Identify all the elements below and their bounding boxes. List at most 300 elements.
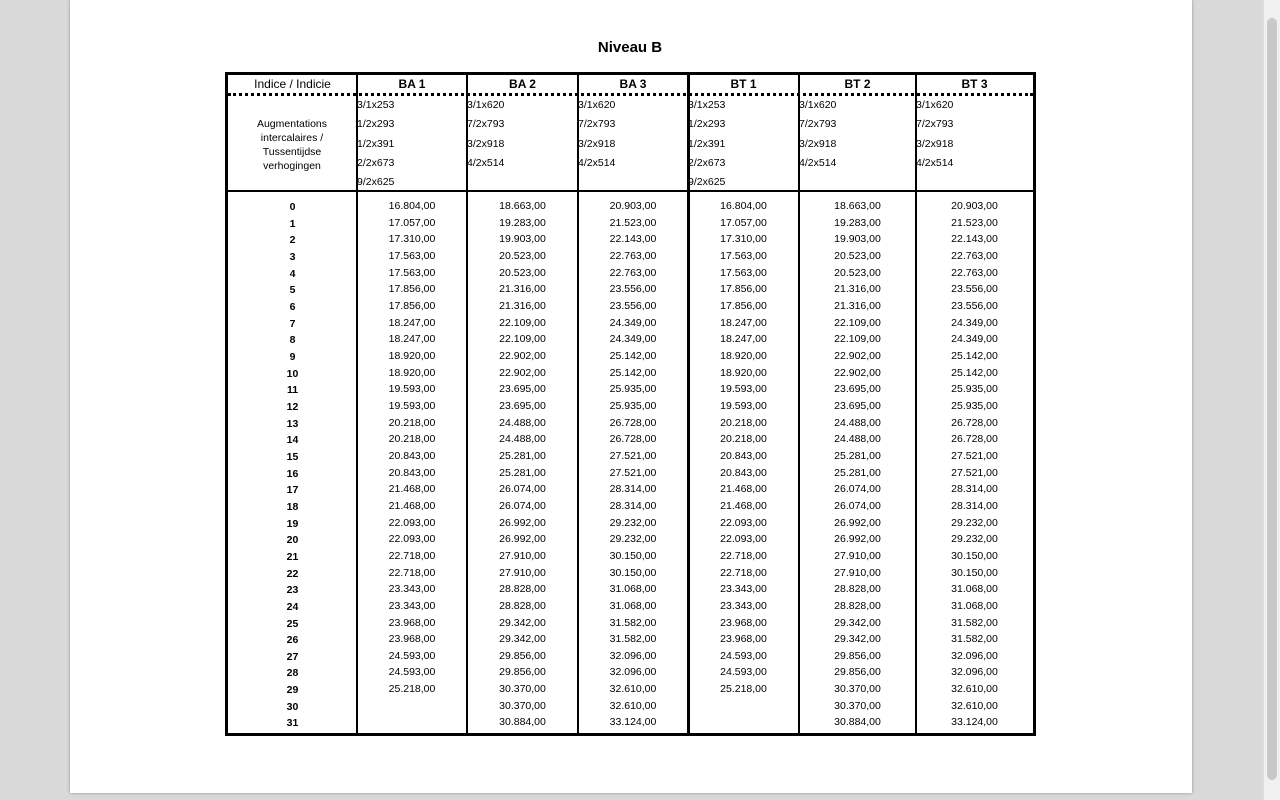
salary-cell: 29.342,00: [834, 616, 881, 629]
augmentation-row: [916, 157, 1033, 169]
salary-cell: 30.370,00: [499, 683, 546, 696]
augmentation-times: x: [813, 156, 819, 169]
augmentation-fraction: 3/1: [916, 99, 931, 111]
salary-cell: 21.316,00: [499, 283, 546, 296]
salary-cell: 21.523,00: [951, 216, 998, 229]
salary-cell: 20.903,00: [609, 200, 657, 212]
augmentation-times: x: [592, 156, 598, 169]
salary-cell: 33.124,00: [609, 716, 657, 729]
header-ba-2: BA 2: [509, 77, 536, 91]
salary-cell: 26.074,00: [834, 483, 881, 496]
header-ba-3: BA 3: [619, 77, 647, 91]
index-cell: 19: [286, 517, 299, 530]
salary-cell: 22.718,00: [388, 549, 436, 562]
salary-cell: 24.488,00: [499, 416, 546, 429]
header-index: Indice / Indicie: [254, 77, 331, 91]
salary-cell: 20.218,00: [388, 433, 436, 446]
augmentation-row: [799, 157, 916, 169]
salary-cell: 18.920,00: [388, 366, 436, 379]
salary-cell: 22.093,00: [720, 516, 767, 529]
augmentation-amount: 620: [597, 99, 616, 111]
salary-cell: 25.935,00: [609, 399, 657, 412]
augmentation-row: [467, 118, 578, 130]
augmentation-times: x: [813, 118, 819, 131]
augmentation-fraction: 3/1: [578, 99, 593, 111]
augmentation-amount: 293: [707, 118, 726, 131]
augmentation-fraction: 9/2: [688, 176, 703, 189]
salary-cell: 23.343,00: [388, 599, 436, 612]
salary-cell: 24.488,00: [834, 416, 881, 429]
index-cell: 28: [286, 667, 299, 680]
augmentation-amount: 793: [486, 118, 505, 131]
augmentation-times: x: [702, 137, 708, 150]
index-cell: 16: [286, 467, 299, 480]
salary-cell: 22.902,00: [499, 366, 546, 379]
salary-cell: 24.593,00: [388, 649, 436, 662]
salary-cell: 32.610,00: [609, 683, 657, 696]
index-cell: 13: [286, 417, 299, 430]
salary-cell: 25.281,00: [834, 449, 881, 462]
augmentation-fraction: 7/2: [916, 118, 931, 131]
augmentation-fraction: 9/2: [357, 176, 372, 189]
salary-cell: 18.663,00: [834, 200, 881, 212]
augmentation-times: x: [702, 118, 708, 131]
augmentation-row: [578, 99, 688, 111]
augmentation-times: x: [930, 118, 936, 131]
salary-cell: 26.728,00: [951, 416, 998, 429]
augmentation-times: x: [592, 99, 598, 111]
salary-cell: 30.150,00: [951, 549, 998, 562]
augmentation-times: x: [930, 156, 936, 169]
index-cell: 15: [286, 450, 299, 463]
salary-cell: 24.349,00: [609, 316, 657, 329]
salary-cell: 20.218,00: [720, 433, 767, 446]
salary-cell: 33.124,00: [951, 716, 998, 729]
scrollbar-thumb[interactable]: [1267, 18, 1277, 780]
salary-cell: 30.370,00: [499, 699, 546, 712]
salary-cell: 29.342,00: [499, 633, 546, 646]
salary-cell: 26.074,00: [499, 483, 546, 496]
salary-cell: 30.884,00: [499, 716, 546, 729]
salary-cell: 31.582,00: [609, 633, 657, 646]
augmentation-fraction: 3/1: [688, 99, 703, 111]
salary-cell: 27.521,00: [951, 449, 998, 462]
salary-cell: 27.521,00: [609, 449, 657, 462]
salary-cell: 22.763,00: [609, 249, 657, 262]
salary-cell: 18.247,00: [720, 316, 767, 329]
salary-cell: 22.902,00: [834, 366, 881, 379]
augmentation-fraction: 4/2: [578, 156, 593, 169]
salary-cell: 23.343,00: [720, 583, 767, 596]
augmentation-amount: 514: [486, 156, 505, 169]
salary-cell: 25.218,00: [720, 683, 767, 696]
augmentation-amount: 514: [818, 156, 837, 169]
salary-cell: 30.150,00: [951, 566, 998, 579]
augmentation-amount: 253: [707, 99, 726, 111]
salary-cell: 23.695,00: [834, 399, 881, 412]
salary-cell: 24.349,00: [951, 333, 998, 346]
augmentation-fraction: 7/2: [467, 118, 482, 131]
salary-cell: 25.281,00: [834, 466, 881, 479]
salary-cell: 24.488,00: [834, 433, 881, 446]
index-cell: 30: [286, 700, 299, 713]
augmentation-amount: 620: [486, 99, 505, 111]
augmentation-times: x: [481, 137, 487, 150]
salary-cell: 26.992,00: [499, 516, 546, 529]
augmentation-row: [357, 176, 467, 188]
salary-cell: 31.068,00: [951, 599, 998, 612]
augmentation-amount: 793: [935, 118, 954, 131]
salary-cell: [357, 699, 467, 713]
salary-cell: 19.903,00: [499, 233, 546, 246]
salary-cell: 26.074,00: [834, 499, 881, 512]
salary-cell: [357, 715, 467, 729]
salary-cell: 22.093,00: [720, 533, 767, 546]
salary-cell: 29.232,00: [951, 516, 998, 529]
augmentation-times: x: [592, 118, 598, 131]
salary-cell: 24.593,00: [720, 649, 767, 662]
salary-cell: 21.468,00: [388, 483, 436, 496]
augmentation-times: x: [371, 156, 377, 169]
augmentation-times: x: [481, 156, 487, 169]
header-bt-1: BT 1: [730, 77, 757, 91]
salary-table: [225, 72, 1036, 736]
salary-cell: 29.856,00: [499, 649, 546, 662]
salary-cell: 27.521,00: [951, 466, 998, 479]
index-cell: 9: [289, 350, 296, 363]
augmentation-times: x: [481, 118, 487, 131]
salary-cell: 21.316,00: [834, 283, 881, 296]
salary-cell: 28.314,00: [609, 499, 657, 512]
salary-cell: 26.992,00: [499, 533, 546, 546]
salary-cell: 27.521,00: [609, 466, 657, 479]
augmentation-amount: 391: [707, 137, 726, 150]
augmentation-times: x: [371, 176, 377, 189]
salary-cell: 17.856,00: [720, 299, 767, 312]
index-cell: 18: [286, 500, 299, 513]
augmentation-fraction: 7/2: [578, 118, 593, 131]
index-cell: 8: [289, 334, 296, 347]
augmentation-fraction: 4/2: [467, 156, 482, 169]
augmentation-times: x: [371, 137, 377, 150]
augmentation-row: [467, 138, 578, 150]
salary-cell: 23.556,00: [609, 283, 657, 296]
salary-cell: 29.342,00: [499, 616, 546, 629]
salary-cell: 19.593,00: [388, 383, 436, 396]
augmentation-times: x: [702, 99, 708, 111]
salary-cell: 17.856,00: [388, 283, 436, 296]
augmentation-amount: 620: [818, 99, 837, 111]
salary-cell: 25.142,00: [951, 366, 998, 379]
augmentation-amount: 793: [818, 118, 837, 131]
salary-cell: 29.232,00: [609, 533, 657, 546]
augmentation-row: [578, 138, 688, 150]
salary-cell: 20.523,00: [499, 266, 546, 279]
salary-cell: 19.593,00: [388, 399, 436, 412]
salary-cell: 29.856,00: [499, 666, 546, 679]
index-cell: 31: [286, 717, 299, 730]
augmentation-amount: 514: [597, 156, 616, 169]
salary-cell: 22.109,00: [834, 316, 881, 329]
salary-cell: 22.718,00: [720, 566, 767, 579]
salary-cell: 29.232,00: [951, 533, 998, 546]
augmentation-fraction: 3/2: [467, 137, 482, 150]
salary-cell: 22.109,00: [499, 333, 546, 346]
salary-cell: 23.968,00: [720, 616, 767, 629]
salary-cell: 20.843,00: [388, 466, 436, 479]
salary-cell: [688, 715, 799, 729]
salary-cell: 29.342,00: [834, 633, 881, 646]
salary-cell: 26.728,00: [951, 433, 998, 446]
salary-cell: 28.828,00: [499, 599, 546, 612]
augmentation-row: [467, 99, 578, 111]
salary-cell: 23.968,00: [388, 633, 436, 646]
salary-cell: 17.563,00: [720, 249, 767, 262]
salary-cell: 22.093,00: [388, 516, 436, 529]
salary-cell: 20.843,00: [720, 449, 767, 462]
augmentation-amount: 620: [935, 99, 954, 111]
salary-cell: 19.593,00: [720, 383, 767, 396]
augmentations-label-line: verhogingen: [263, 160, 321, 172]
salary-cell: 25.935,00: [951, 383, 998, 396]
augmentation-amount: 625: [376, 176, 395, 189]
salary-cell: 25.218,00: [388, 683, 436, 696]
salary-cell: 31.068,00: [609, 583, 657, 596]
augmentation-row: [688, 176, 799, 188]
augmentation-row: [799, 138, 916, 150]
augmentation-row: [688, 118, 799, 130]
salary-cell: 16.804,00: [720, 200, 767, 212]
index-cell: 26: [286, 634, 299, 647]
salary-cell: 30.370,00: [834, 699, 881, 712]
header-bt-2: BT 2: [844, 77, 871, 91]
salary-cell: 30.884,00: [834, 716, 881, 729]
salary-cell: 19.593,00: [720, 399, 767, 412]
index-cell: 14: [286, 434, 299, 447]
augmentation-times: x: [481, 99, 487, 111]
header-separator: [228, 93, 1033, 96]
salary-cell: 20.523,00: [499, 249, 546, 262]
augmentation-row: [467, 157, 578, 169]
augmentations-label-line: intercalaires /: [260, 132, 324, 144]
augmentation-times: x: [592, 137, 598, 150]
salary-cell: 19.903,00: [834, 233, 881, 246]
augmentation-row: [799, 118, 916, 130]
salary-cell: 25.142,00: [951, 349, 998, 362]
salary-cell: 27.910,00: [834, 566, 881, 579]
salary-cell: 24.593,00: [388, 666, 436, 679]
salary-cell: 22.763,00: [609, 266, 657, 279]
index-cell: 11: [286, 384, 299, 397]
salary-cell: 16.804,00: [388, 200, 436, 212]
augmentation-row: [916, 99, 1033, 111]
salary-cell: 25.142,00: [609, 349, 657, 362]
salary-cell: 27.910,00: [499, 549, 546, 562]
salary-cell: 32.096,00: [609, 666, 657, 679]
salary-cell: 32.096,00: [951, 666, 998, 679]
augmentation-times: x: [930, 99, 936, 111]
augmentation-row: [916, 118, 1033, 130]
salary-cell: 17.057,00: [388, 216, 436, 229]
index-cell: 21: [286, 550, 299, 563]
salary-cell: 26.728,00: [609, 433, 657, 446]
salary-cell: 23.695,00: [499, 383, 546, 396]
salary-cell: 23.343,00: [720, 599, 767, 612]
augmentation-amount: 673: [376, 156, 395, 169]
salary-cell: 21.468,00: [720, 483, 767, 496]
salary-cell: 24.349,00: [951, 316, 998, 329]
index-cell: 25: [286, 617, 299, 630]
augmentation-times: x: [813, 99, 819, 111]
salary-cell: 31.068,00: [609, 599, 657, 612]
salary-cell: 28.314,00: [951, 499, 998, 512]
salary-cell: 20.218,00: [720, 416, 767, 429]
augmentation-row: [578, 118, 688, 130]
salary-cell: 22.143,00: [951, 233, 998, 246]
augmentation-row: [357, 138, 467, 150]
index-cell: 4: [289, 267, 296, 280]
salary-cell: 23.968,00: [388, 616, 436, 629]
augmentation-times: x: [371, 118, 377, 131]
augmentation-row: [799, 99, 916, 111]
salary-cell: 26.992,00: [834, 533, 881, 546]
augmentation-row: [357, 99, 467, 111]
salary-cell: 26.728,00: [609, 416, 657, 429]
augmentation-fraction: 3/1: [467, 99, 482, 111]
index-cell: 1: [289, 217, 296, 230]
index-cell: 3: [289, 250, 296, 263]
augmentation-amount: 514: [935, 156, 954, 169]
augmentation-row: [357, 118, 467, 130]
augmentation-row: [688, 157, 799, 169]
index-cell: 7: [289, 317, 296, 330]
augmentation-amount: 793: [597, 118, 616, 131]
salary-cell: 18.247,00: [720, 333, 767, 346]
index-cell: 22: [286, 567, 299, 580]
salary-cell: 20.523,00: [834, 249, 881, 262]
salary-cell: 29.856,00: [834, 649, 881, 662]
salary-cell: 23.556,00: [951, 283, 998, 296]
salary-cell: 17.310,00: [720, 233, 767, 246]
index-cell: 10: [286, 367, 299, 380]
salary-cell: 21.468,00: [388, 499, 436, 512]
augmentation-times: x: [813, 137, 819, 150]
index-cell: 23: [286, 584, 299, 597]
salary-cell: 17.310,00: [388, 233, 436, 246]
salary-cell: 23.556,00: [951, 299, 998, 312]
salary-cell: 21.468,00: [720, 499, 767, 512]
salary-cell: 17.563,00: [720, 266, 767, 279]
salary-cell: 27.910,00: [834, 549, 881, 562]
augmentation-fraction: 2/2: [357, 156, 372, 169]
salary-cell: [688, 699, 799, 713]
salary-cell: 22.902,00: [834, 349, 881, 362]
salary-cell: 22.109,00: [499, 316, 546, 329]
salary-cell: 26.992,00: [834, 516, 881, 529]
augmentation-times: x: [930, 137, 936, 150]
salary-cell: 30.370,00: [834, 683, 881, 696]
salary-cell: 31.582,00: [609, 616, 657, 629]
augmentation-row: [357, 157, 467, 169]
salary-cell: 22.763,00: [951, 249, 998, 262]
salary-cell: 21.316,00: [499, 299, 546, 312]
augmentation-row: [688, 99, 799, 111]
index-cell: 27: [286, 650, 299, 663]
index-cell: 0: [289, 201, 296, 213]
salary-cell: 31.582,00: [951, 633, 998, 646]
augmentation-fraction: 3/2: [916, 137, 931, 150]
augmentation-times: x: [371, 99, 377, 111]
augmentation-fraction: 3/1: [357, 99, 372, 111]
augmentation-fraction: 1/2: [688, 137, 703, 150]
salary-cell: 18.247,00: [388, 333, 436, 346]
augmentation-fraction: 4/2: [916, 156, 931, 169]
salary-cell: 32.610,00: [951, 683, 998, 696]
augmentation-fraction: 2/2: [688, 156, 703, 169]
augmentation-fraction: 4/2: [799, 156, 814, 169]
salary-cell: 20.218,00: [388, 416, 436, 429]
vertical-scrollbar[interactable]: [1263, 0, 1280, 800]
salary-cell: 18.920,00: [720, 349, 767, 362]
augmentation-row: [916, 138, 1033, 150]
augmentation-fraction: 1/2: [688, 118, 703, 131]
salary-cell: 25.935,00: [609, 383, 657, 396]
salary-cell: 25.935,00: [951, 399, 998, 412]
salary-cell: 22.718,00: [388, 566, 436, 579]
augmentation-amount: 918: [486, 137, 505, 150]
augmentation-row: [688, 138, 799, 150]
salary-cell: 20.903,00: [951, 200, 998, 212]
salary-cell: 20.843,00: [720, 466, 767, 479]
augmentation-fraction: 7/2: [799, 118, 814, 131]
augmentation-row: [578, 157, 688, 169]
salary-cell: 21.316,00: [834, 299, 881, 312]
salary-cell: 17.057,00: [720, 216, 767, 229]
salary-cell: 22.902,00: [499, 349, 546, 362]
salary-cell: 19.283,00: [834, 216, 881, 229]
augmentation-fraction: 3/2: [578, 137, 593, 150]
index-cell: 12: [286, 400, 299, 413]
salary-cell: 17.563,00: [388, 266, 436, 279]
salary-cell: 23.968,00: [720, 633, 767, 646]
salary-cell: 30.150,00: [609, 566, 657, 579]
salary-cell: 27.910,00: [499, 566, 546, 579]
header-ba-1: BA 1: [398, 77, 426, 91]
salary-cell: 21.523,00: [609, 216, 657, 229]
salary-cell: 29.856,00: [834, 666, 881, 679]
augmentation-fraction: 3/2: [799, 137, 814, 150]
index-cell: 29: [286, 684, 299, 697]
salary-cell: 29.232,00: [609, 516, 657, 529]
salary-cell: 24.593,00: [720, 666, 767, 679]
salary-cell: 31.068,00: [951, 583, 998, 596]
salary-cell: 32.610,00: [609, 699, 657, 712]
augmentations-label-line: Tussentijdse: [262, 146, 322, 158]
augmentation-amount: 918: [935, 137, 954, 150]
augmentation-amount: 673: [707, 156, 726, 169]
augmentation-fraction: 1/2: [357, 137, 372, 150]
salary-cell: 18.247,00: [388, 316, 436, 329]
salary-cell: 22.093,00: [388, 533, 436, 546]
augmentation-fraction: 1/2: [357, 118, 372, 131]
salary-cell: 32.610,00: [951, 699, 998, 712]
augmentation-amount: 918: [818, 137, 837, 150]
salary-cell: 17.563,00: [388, 249, 436, 262]
salary-cell: 26.074,00: [499, 499, 546, 512]
salary-cell: 22.763,00: [951, 266, 998, 279]
salary-cell: 25.281,00: [499, 466, 546, 479]
salary-cell: 23.695,00: [499, 399, 546, 412]
